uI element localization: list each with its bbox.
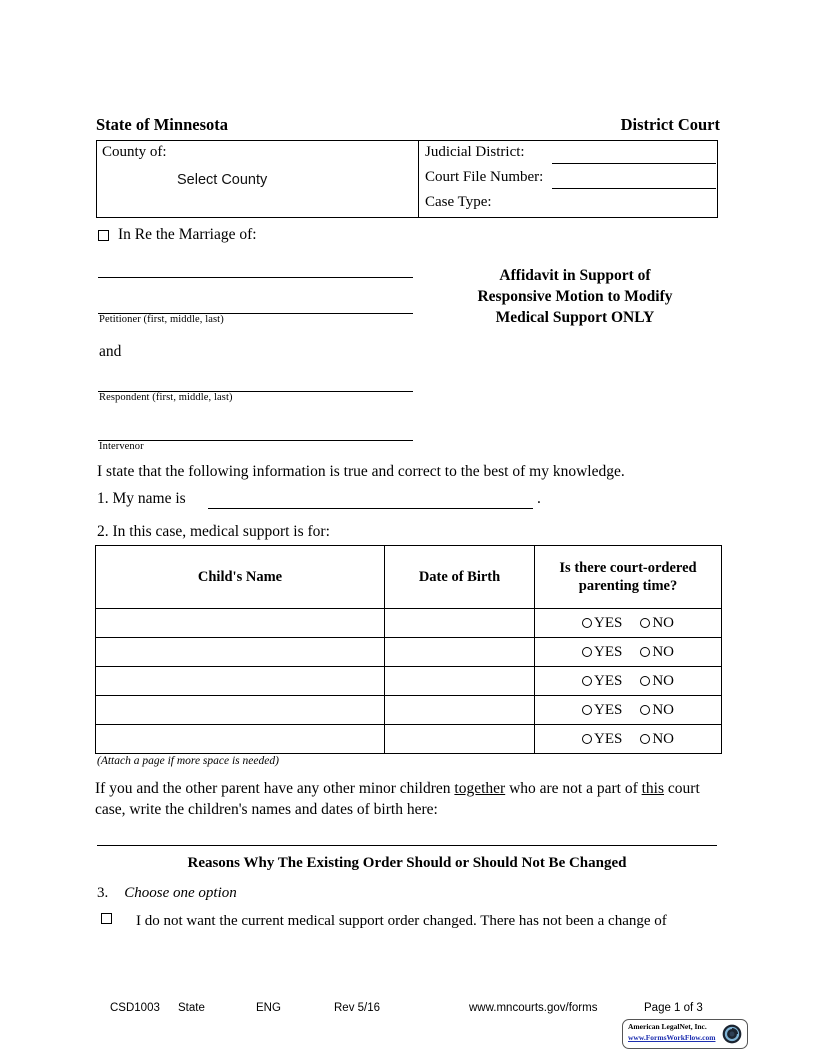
other-children-instruction	[95, 778, 721, 820]
yes-option[interactable]	[582, 702, 622, 719]
document-title-line1: Affidavit in Support of	[499, 267, 651, 284]
yes-radio[interactable]	[582, 676, 592, 686]
parenting-time-choice[interactable]	[535, 609, 722, 638]
american-legalnet-badge	[622, 1019, 748, 1049]
child-name-input[interactable]	[96, 638, 385, 667]
no-option[interactable]	[640, 615, 674, 632]
yes-radio[interactable]	[582, 734, 592, 744]
county-select-value[interactable]: Select County	[177, 172, 268, 188]
footer-revision: Rev 5/16	[334, 1002, 381, 1014]
yes-label: YES	[593, 614, 623, 631]
affirmation-statement: I state that the following information is true and correct to the best of my knowledge.	[97, 463, 625, 480]
court-info-cell	[419, 141, 717, 217]
yes-label: YES	[593, 672, 623, 689]
table-row	[96, 609, 722, 638]
table-row	[96, 696, 722, 725]
legalnet-logo-icon	[721, 1023, 743, 1045]
document-title-line2: Responsive Motion to Modify	[477, 288, 673, 305]
column-header-date-of-birth: Date of Birth	[385, 546, 535, 609]
children-table	[95, 545, 722, 754]
child-dob-input[interactable]	[385, 725, 535, 754]
yes-option[interactable]	[582, 673, 622, 690]
marriage-checkbox-row[interactable]	[98, 226, 257, 244]
no-radio[interactable]	[640, 734, 650, 744]
footer-language: ENG	[256, 1002, 281, 1014]
court-file-number-label: Court File Number:	[425, 169, 544, 185]
intervenor-caption: Intervenor	[99, 441, 144, 452]
judicial-district-label: Judicial District:	[425, 144, 525, 160]
parenting-time-choice[interactable]	[535, 667, 722, 696]
child-dob-input[interactable]	[385, 638, 535, 667]
item-2-label: 2. In this case, medical support is for:	[97, 523, 330, 540]
option-1-checkbox[interactable]	[101, 913, 112, 924]
child-dob-input[interactable]	[385, 609, 535, 638]
badge-url[interactable]: www.FormsWorkFlow.com	[628, 1033, 716, 1042]
court-title: District Court	[620, 115, 720, 134]
parenting-time-choice[interactable]	[535, 725, 722, 754]
child-dob-input[interactable]	[385, 667, 535, 696]
marriage-checkbox[interactable]	[98, 230, 109, 241]
table-row	[96, 667, 722, 696]
judicial-district-input[interactable]	[552, 163, 716, 164]
respondent-caption: Respondent (first, middle, last)	[99, 392, 233, 403]
no-radio[interactable]	[640, 618, 650, 628]
no-label: NO	[652, 701, 674, 718]
yes-option[interactable]	[582, 731, 622, 748]
no-label: NO	[652, 672, 674, 689]
section-divider	[97, 845, 717, 846]
yes-radio[interactable]	[582, 647, 592, 657]
table-header-row	[96, 546, 722, 609]
item-3-label: Choose one option	[124, 885, 237, 901]
no-radio[interactable]	[640, 647, 650, 657]
footer-form-code: CSD1003	[110, 1002, 160, 1014]
item-3-number: 3.	[97, 885, 109, 901]
yes-radio[interactable]	[582, 618, 592, 628]
item-3-option-1-row[interactable]	[101, 913, 721, 930]
state-title: State of Minnesota	[96, 115, 228, 134]
column-header-child-name: Child's Name	[96, 546, 385, 609]
child-name-input[interactable]	[96, 725, 385, 754]
other-children-text-3: court case, write the children's names and dates of birth here:	[95, 780, 700, 818]
other-children-text-2: who are not a part of	[505, 780, 642, 797]
court-file-number-input[interactable]	[552, 188, 716, 189]
section-heading: Reasons Why The Existing Order Should or Should Not Be Changed	[187, 855, 627, 871]
and-label: and	[99, 343, 122, 360]
badge-company-name: American LegalNet, Inc.	[628, 1022, 707, 1031]
table-row	[96, 725, 722, 754]
no-label: NO	[652, 614, 674, 631]
parenting-time-choice[interactable]	[535, 696, 722, 725]
attach-page-note: (Attach a page if more space is needed)	[97, 755, 279, 767]
no-label: NO	[652, 730, 674, 747]
table-row	[96, 638, 722, 667]
petitioner-input-line[interactable]	[98, 277, 413, 278]
marriage-label: In Re the Marriage of:	[118, 226, 257, 243]
other-children-text-1: If you and the other parent have any other minor children	[95, 780, 455, 797]
no-label: NO	[652, 643, 674, 660]
document-title-line3: Medical Support ONLY	[495, 309, 655, 326]
footer-url: www.mncourts.gov/forms	[469, 1002, 598, 1014]
item-3-row	[97, 885, 237, 902]
yes-label: YES	[593, 730, 623, 747]
footer-page-number: Page 1 of 3	[644, 1002, 703, 1014]
caption-box	[96, 140, 718, 218]
other-children-underline-together: together	[454, 780, 506, 797]
no-option[interactable]	[640, 673, 674, 690]
document-title	[432, 265, 718, 328]
children-table-body	[96, 609, 722, 754]
footer-state: State	[178, 1002, 205, 1014]
no-option[interactable]	[640, 731, 674, 748]
page-footer	[110, 1002, 710, 1014]
no-radio[interactable]	[640, 705, 650, 715]
my-name-input[interactable]	[208, 508, 533, 509]
column-header-parenting-time: Is there court-ordered parenting time?	[535, 546, 722, 609]
yes-label: YES	[593, 643, 623, 660]
yes-option[interactable]	[582, 615, 622, 632]
county-label: County of:	[102, 144, 167, 160]
petitioner-caption: Petitioner (first, middle, last)	[99, 314, 224, 325]
item-1-period: .	[537, 490, 541, 507]
county-cell	[97, 141, 419, 217]
no-radio[interactable]	[640, 676, 650, 686]
case-type-label: Case Type:	[425, 194, 492, 210]
yes-label: YES	[593, 701, 623, 718]
page-header	[96, 115, 720, 135]
option-1-label: I do not want the current medical support order changed. There has not been a change of	[136, 913, 667, 929]
child-name-input[interactable]	[96, 667, 385, 696]
intervenor-caption-rule[interactable]	[98, 440, 413, 441]
yes-radio[interactable]	[582, 705, 592, 715]
other-children-underline-this: this	[641, 780, 665, 797]
child-name-input[interactable]	[96, 696, 385, 725]
yes-option[interactable]	[582, 644, 622, 661]
child-name-input[interactable]	[96, 609, 385, 638]
child-dob-input[interactable]	[385, 696, 535, 725]
parenting-time-choice[interactable]	[535, 638, 722, 667]
no-option[interactable]	[640, 644, 674, 661]
no-option[interactable]	[640, 702, 674, 719]
item-1-label: 1. My name is	[97, 490, 186, 507]
